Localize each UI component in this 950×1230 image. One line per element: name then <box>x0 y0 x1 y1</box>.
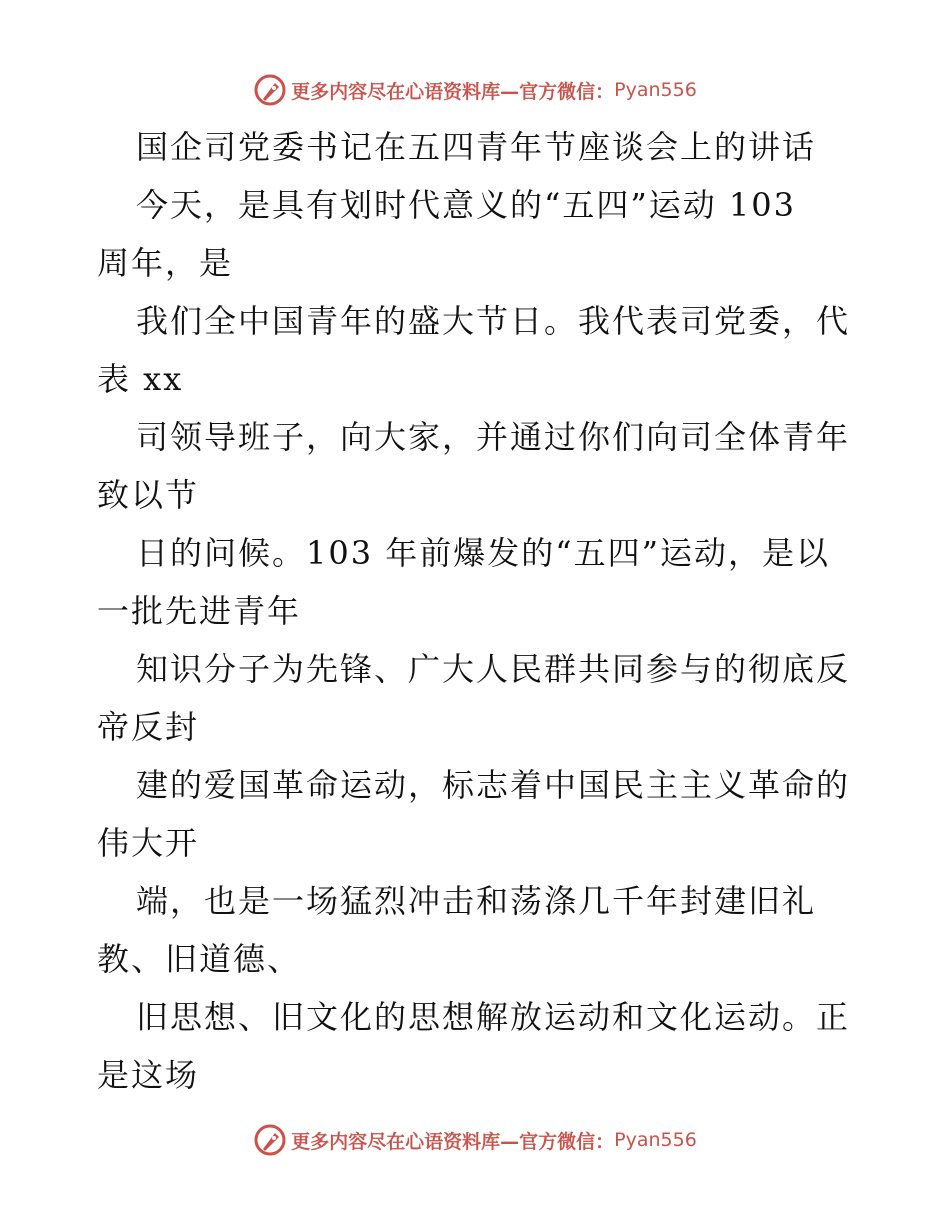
paragraph-line: 是这场 <box>97 1056 200 1094</box>
paragraph-line: 日的问候。103 年前爆发的“五四”运动，是以 <box>136 534 830 572</box>
paragraph-line: 知识分子为先锋、广大人民群共同参与的彻底反 <box>136 650 851 688</box>
pen-nib-logo-icon <box>253 73 287 107</box>
paragraph-line: 表 xx <box>97 360 184 398</box>
paragraph-line: 伟大开 <box>97 824 200 862</box>
paragraph-line: 周年，是 <box>97 244 234 282</box>
footer-banner <box>0 1120 950 1160</box>
paragraph-line: 教、旧道德、 <box>97 940 302 978</box>
paragraph-line: 今天，是具有划时代意义的“五四”运动 103 <box>136 186 796 224</box>
header-banner <box>0 70 950 110</box>
footer-banner-text: 更多内容尽在心语资料库—官方微信： <box>291 1130 615 1153</box>
footer-banner-wechat-id: Pyan556 <box>614 1129 697 1151</box>
header-banner-wechat-id: Pyan556 <box>614 79 697 101</box>
header-banner-text: 更多内容尽在心语资料库—官方微信： <box>291 80 615 103</box>
paragraph-line: 旧思想、旧文化的思想解放运动和文化运动。正 <box>136 998 851 1036</box>
pen-nib-logo-icon <box>253 1123 287 1157</box>
paragraph-line: 司领导班子，向大家，并通过你们向司全体青年 <box>136 418 851 456</box>
paragraph-line: 一批先进青年 <box>97 592 302 630</box>
document-title: 国企司党委书记在五四青年节座谈会上的讲话 <box>136 128 817 166</box>
paragraph-line: 建的爱国革命运动，标志着中国民主主义革命的 <box>136 766 851 804</box>
paragraph-line: 帝反封 <box>97 708 200 746</box>
paragraph-line: 致以节 <box>97 476 200 514</box>
paragraph-line: 我们全中国青年的盛大节日。我代表司党委，代 <box>136 302 851 340</box>
paragraph-line: 端，也是一场猛烈冲击和荡涤几千年封建旧礼 <box>136 882 817 920</box>
